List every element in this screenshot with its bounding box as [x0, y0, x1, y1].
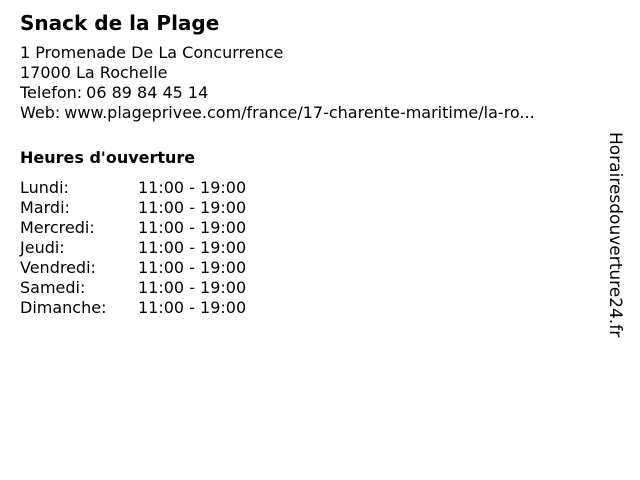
day-label: Vendredi: — [20, 258, 96, 277]
phone-number[interactable]: 06 89 84 45 14 — [86, 83, 209, 102]
time-range: 11:00 - 19:00 — [138, 238, 247, 257]
day-label: Samedi: — [20, 278, 86, 297]
time-range: 11:00 - 19:00 — [138, 278, 247, 297]
time-range: 11:00 - 19:00 — [138, 218, 247, 237]
day-label: Jeudi: — [20, 238, 65, 257]
web-line — [20, 103, 600, 123]
day-label: Mercredi: — [20, 218, 95, 237]
time-range: 11:00 - 19:00 — [138, 178, 247, 197]
time-range: 11:00 - 19:00 — [138, 298, 247, 317]
hours-row-monday — [20, 178, 600, 198]
business-name: Snack de la Plage — [20, 11, 220, 35]
address-line-1: 1 Promenade De La Concurrence — [20, 43, 284, 62]
day-label: Lundi: — [20, 178, 69, 197]
hours-row-saturday — [20, 278, 600, 298]
web-link[interactable]: www.plageprivee.com/france/17-charente-maritime/la-ro... — [64, 103, 535, 122]
phone-label: Telefon: — [20, 83, 83, 102]
day-label: Mardi: — [20, 198, 70, 217]
time-range: 11:00 - 19:00 — [138, 258, 247, 277]
web-label: Web: — [20, 103, 61, 122]
site-watermark: Horairesdouverture24.fr — [605, 132, 625, 338]
hours-row-tuesday — [20, 198, 600, 218]
opening-hours-table — [20, 178, 600, 318]
hours-row-wednesday — [20, 218, 600, 238]
day-label: Dimanche: — [20, 298, 107, 317]
phone-line — [20, 83, 600, 103]
time-range: 11:00 - 19:00 — [138, 198, 247, 217]
hours-row-friday — [20, 258, 600, 278]
opening-hours-title: Heures d'ouverture — [20, 148, 196, 167]
hours-row-sunday — [20, 298, 600, 318]
business-card — [20, 10, 600, 318]
hours-row-thursday — [20, 238, 600, 258]
address-line-2: 17000 La Rochelle — [20, 63, 168, 82]
